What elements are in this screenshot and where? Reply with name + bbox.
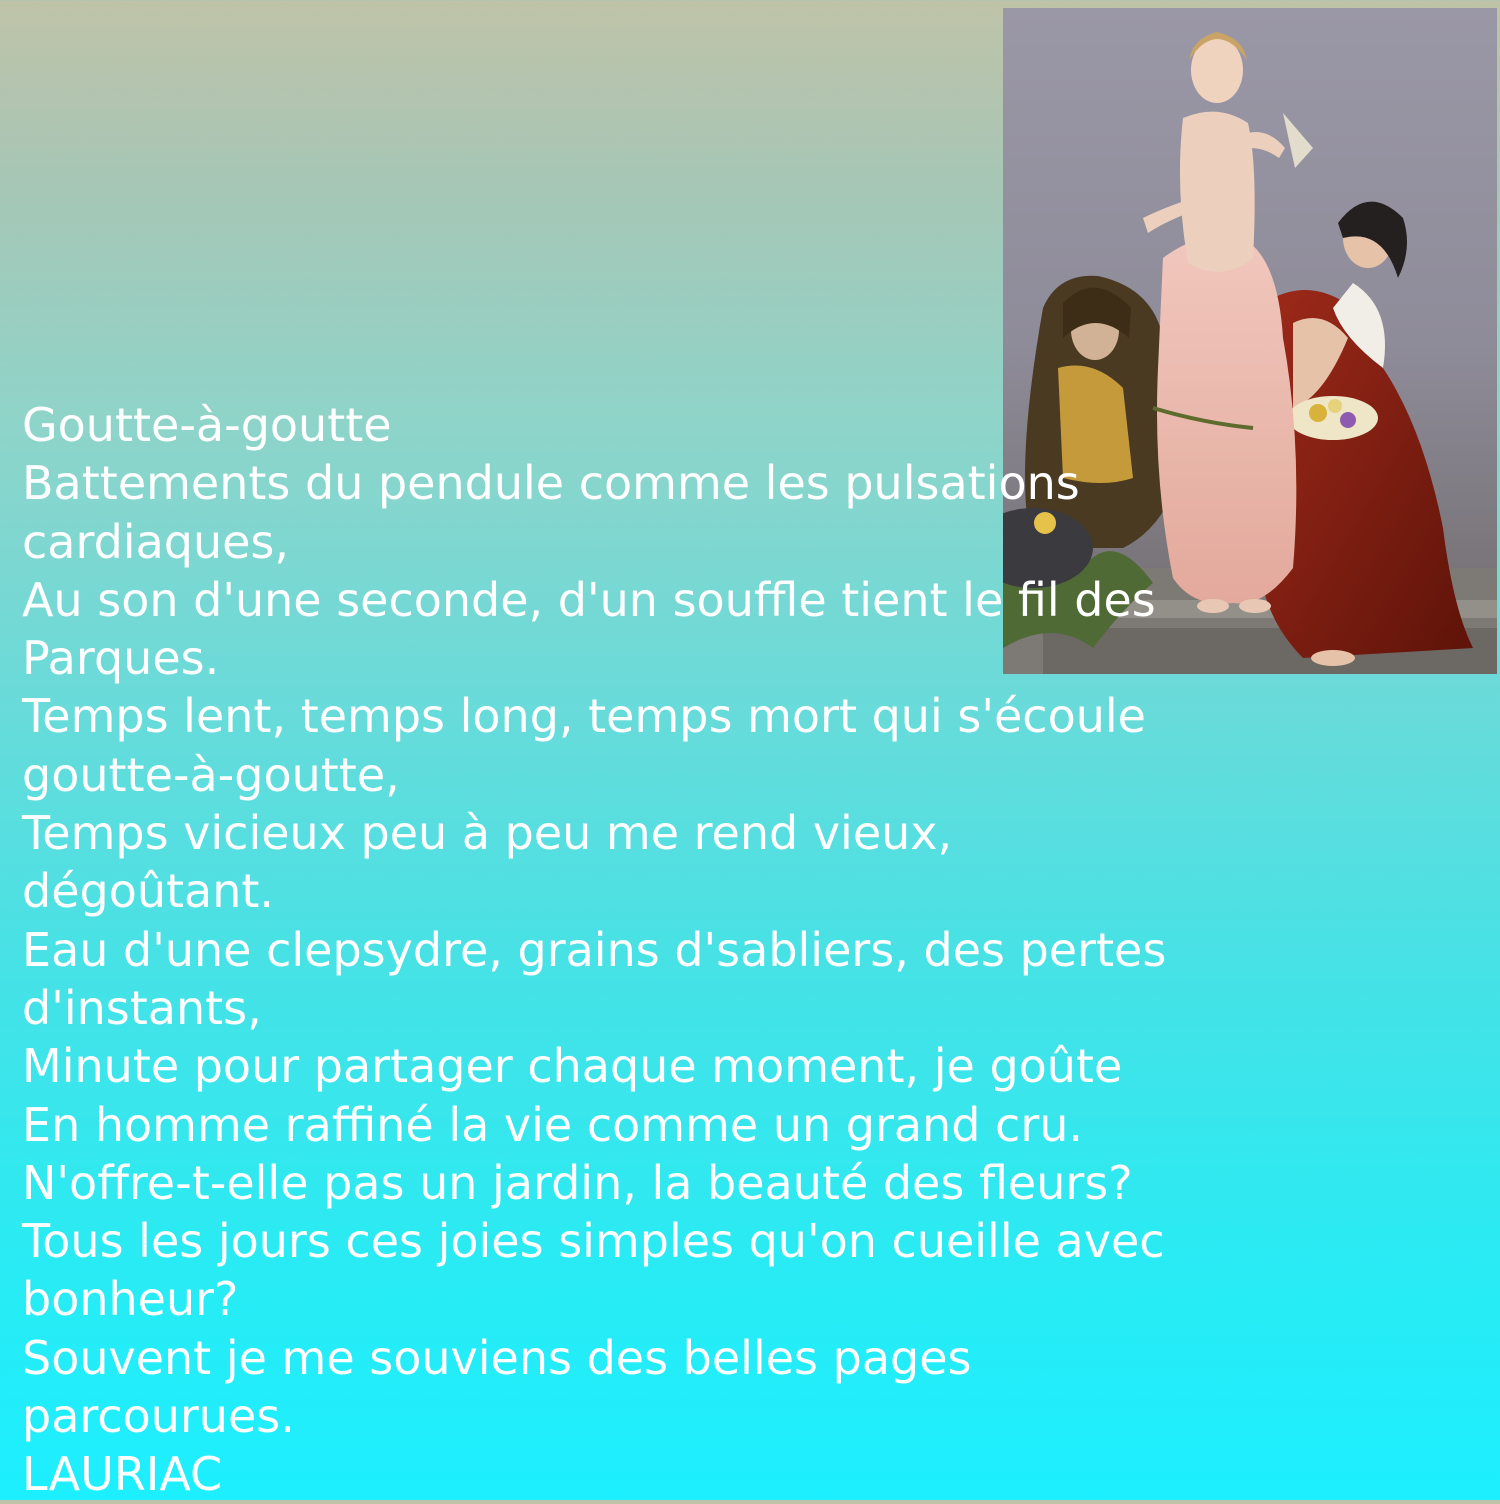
poem-line: parcourues. (22, 1389, 295, 1444)
poem-text (22, 396, 1202, 1504)
poem-line: Temps vicieux peu à peu me rend vieux, (22, 806, 953, 861)
poem-line: En homme raffiné la vie comme un grand cru. (22, 1097, 1084, 1152)
poem-line: Au son d'une seconde, d'un souffle tient le fil des (22, 572, 1156, 627)
poem-line: d'instants, (22, 980, 262, 1035)
poem-line: N'offre-t-elle pas un jardin, la beauté des fleurs? (22, 1155, 1133, 1210)
poem-line: Battements du pendule comme les pulsations (22, 456, 1080, 511)
poem-line: bonheur? (22, 1272, 239, 1327)
poem-line: Souvent je me souviens des belles pages (22, 1330, 972, 1385)
poem-line: goutte-à-goutte, (22, 747, 400, 802)
poem-line: Parques. (22, 631, 220, 686)
poem-author: LAURIAC (22, 1447, 223, 1502)
poem-line: cardiaques, (22, 514, 289, 569)
poem-line: Eau d'une clepsydre, grains d'sabliers, des pertes (22, 922, 1167, 977)
poem-line: Temps lent, temps long, temps mort qui s'écoule (22, 689, 1146, 744)
poem-line: Goutte-à-goutte (22, 398, 392, 452)
poem-line: dégoûtant. (22, 864, 275, 919)
poem-line: Tous les jours ces joies simples qu'on cueille avec (22, 1214, 1165, 1269)
poem-line: Minute pour partager chaque moment, je goûte (22, 1039, 1123, 1094)
